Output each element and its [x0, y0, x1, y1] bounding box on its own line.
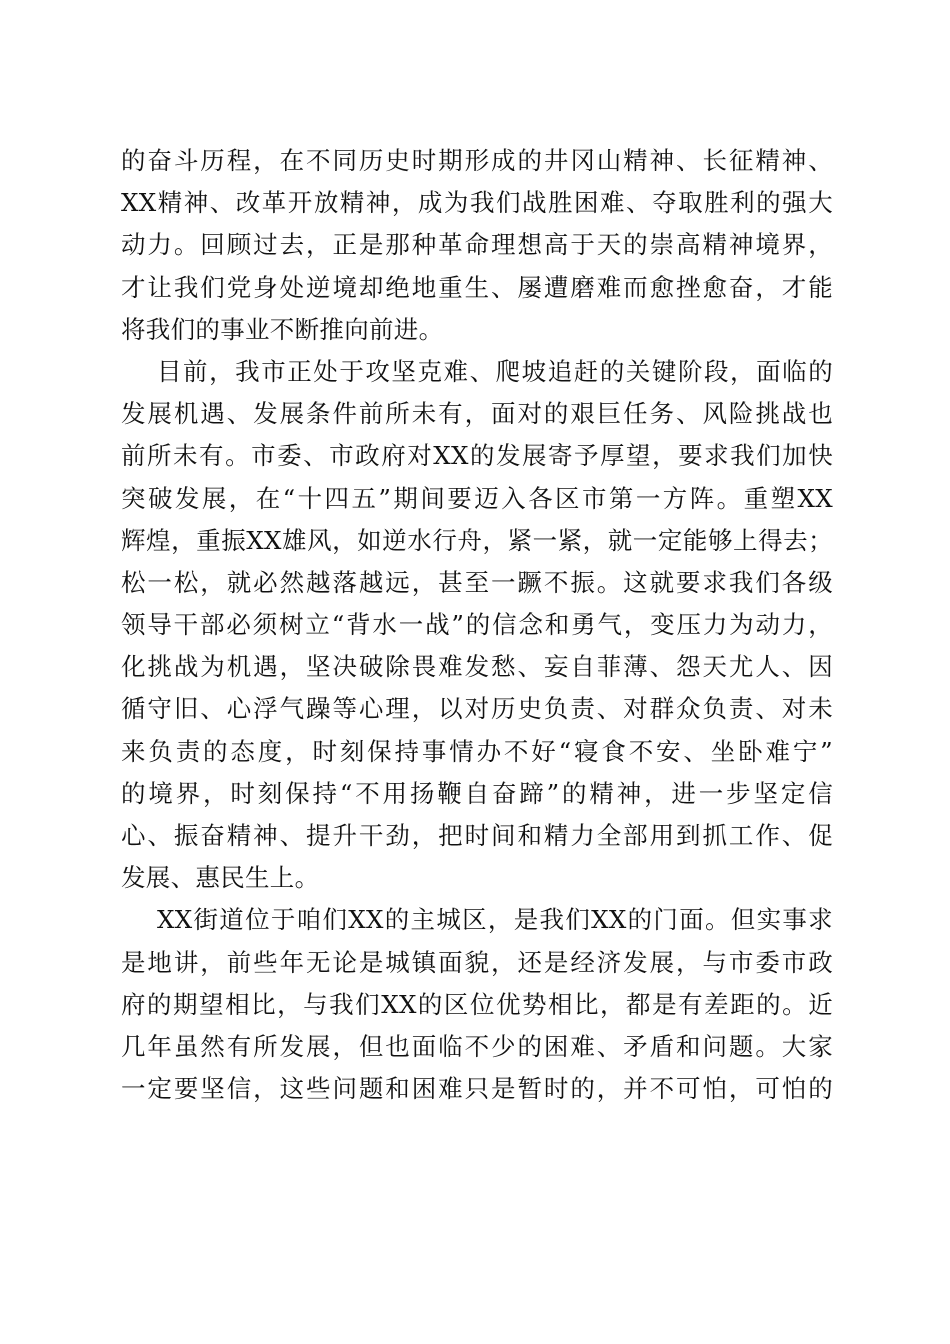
- text-line: 发展机遇、发展条件前所未有，面对的艰巨任务、风险挑战也: [121, 399, 833, 429]
- text-line: 发展、惠民生上。: [121, 863, 320, 893]
- text-line: 循守旧、心浮气躁等心理，以对历史负责、对群众负责、对未: [121, 694, 833, 724]
- body-text: [121, 140, 833, 1110]
- text-line: 松一松，就必然越落越远，甚至一蹶不振。这就要求我们各级: [121, 567, 833, 597]
- text-line: 的奋斗历程，在不同历史时期形成的井冈山精神、长征精神、: [121, 146, 833, 175]
- text-line: XX精神、改革开放精神，成为我们战胜困难、夺取胜利的强大: [121, 188, 833, 218]
- text-line: 辉煌，重振XX雄风，如逆水行舟，紧一紧，就一定能够上得去；: [121, 525, 833, 555]
- text-line: 的境界，时刻保持“不用扬鞭自奋蹄”的精神，进一步坚定信: [121, 778, 833, 808]
- text-line: 是地讲，前些年无论是城镇面貌，还是经济发展，与市委市政: [121, 947, 833, 977]
- text-line: XX街道位于咱们XX的主城区，是我们XX的门面。但实事求: [157, 905, 833, 935]
- paragraph-2: [121, 351, 833, 899]
- text-line: 才让我们党身处逆境却绝地重生、屡遭磨难而愈挫愈奋，才能: [121, 272, 833, 302]
- text-line: 领导干部必须树立“背水一战”的信念和勇气，变压力为动力，: [121, 610, 833, 640]
- text-line: 来负责的态度，时刻保持事情办不好“寝食不安、坐卧难宁”: [121, 736, 833, 766]
- text-line: 化挑战为机遇，坚决破除畏难发愁、妄自菲薄、怨天尤人、因: [121, 652, 833, 682]
- text-line: 目前，我市正处于攻坚克难、爬坡追赶的关键阶段，面临的: [157, 356, 833, 386]
- text-line: 府的期望相比，与我们XX的区位优势相比，都是有差距的。近: [121, 989, 833, 1019]
- text-line: 一定要坚信，这些问题和困难只是暂时的，并不可怕，可怕的: [121, 1074, 833, 1104]
- text-line: 前所未有。市委、市政府对XX的发展寄予厚望，要求我们加快: [121, 441, 833, 471]
- text-line: 突破发展，在“十四五”期间要迈入各区市第一方阵。重塑XX: [121, 483, 833, 513]
- paragraph-3: [121, 899, 833, 1110]
- text-line: 心、振奋精神、提升干劲，把时间和精力全部用到抓工作、促: [121, 821, 833, 850]
- text-line: 动力。回顾过去，正是那种革命理想高于天的崇高精神境界，: [121, 230, 833, 260]
- paragraph-1: [121, 140, 833, 351]
- text-line: 将我们的事业不断推向前进。: [121, 314, 444, 344]
- text-line: 几年虽然有所发展，但也面临不少的困难、矛盾和问题。大家: [121, 1031, 833, 1061]
